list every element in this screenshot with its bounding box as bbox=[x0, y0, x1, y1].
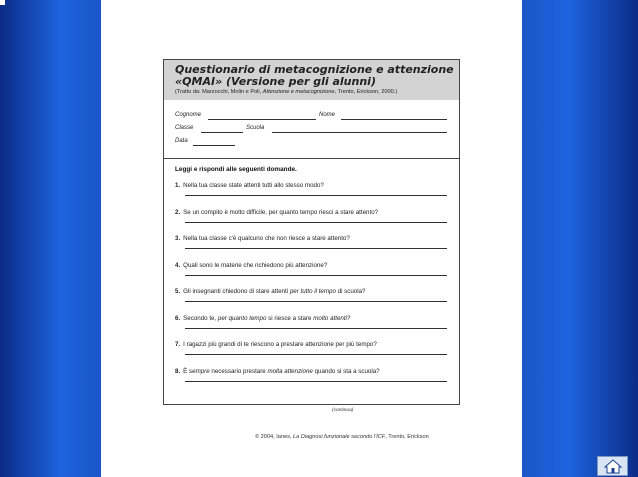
question-item bbox=[175, 341, 455, 368]
header-band bbox=[164, 60, 459, 100]
question-body: Quali sono le materie che richiedono più attenzione? bbox=[183, 261, 328, 269]
continua-note: (continua) bbox=[332, 408, 354, 413]
question-emphasis: per tutto il tempo bbox=[289, 288, 336, 295]
question-body: Nella tua classe c'è qualcuno che non riesce a stare attento? bbox=[183, 235, 350, 242]
classe-field[interactable] bbox=[201, 132, 243, 133]
question-item bbox=[175, 315, 455, 342]
student-info-fields bbox=[175, 110, 460, 149]
answer-line[interactable] bbox=[185, 222, 447, 223]
answer-line[interactable] bbox=[185, 328, 447, 329]
slide-content bbox=[101, 0, 522, 477]
question-number: 7. bbox=[175, 341, 181, 348]
cognome-label: Cognome bbox=[175, 112, 202, 118]
question-text bbox=[175, 235, 350, 242]
question-item bbox=[175, 209, 455, 236]
answer-line[interactable] bbox=[185, 301, 447, 302]
background-left bbox=[0, 0, 101, 477]
question-item bbox=[175, 288, 455, 315]
source-book-title: Attenzione e metacognizione bbox=[262, 89, 335, 95]
copyright-suffix: , Trento, Erickson bbox=[385, 434, 429, 440]
section-divider bbox=[164, 158, 459, 159]
answer-line[interactable] bbox=[185, 354, 447, 355]
question-number: 5. bbox=[175, 288, 181, 295]
questionnaire-title bbox=[175, 64, 455, 88]
question-text bbox=[175, 262, 327, 269]
question-emphasis: sempre bbox=[189, 367, 210, 375]
source-suffix: , Trento, Erickson, 2000.) bbox=[334, 89, 398, 95]
question-text bbox=[175, 368, 380, 375]
question-body-end: quando si sta a scuola? bbox=[312, 367, 380, 375]
title-line-2: «QMAI» (Versione per gli alunni) bbox=[175, 75, 376, 88]
nome-field[interactable] bbox=[341, 119, 447, 120]
field-row-data bbox=[175, 136, 460, 149]
question-body: Se un compito è molto difficile, per quanto tempo riesci a stare attento? bbox=[183, 208, 379, 216]
data-label: Data bbox=[175, 138, 188, 144]
questions-list bbox=[175, 182, 455, 394]
question-item bbox=[175, 235, 455, 262]
source-citation bbox=[175, 89, 460, 95]
source-prefix: (Tratto da: Marzocchi, Molin e Poli, bbox=[175, 89, 263, 95]
scuola-label: Scuola bbox=[246, 125, 265, 131]
answer-line[interactable] bbox=[185, 381, 447, 382]
home-icon bbox=[604, 459, 622, 474]
question-body: Secondo te, bbox=[183, 314, 218, 322]
question-body-middle: necessario prestare bbox=[209, 367, 268, 375]
question-item bbox=[175, 182, 455, 209]
question-number: 4. bbox=[175, 261, 181, 269]
question-text bbox=[175, 182, 324, 189]
question-item bbox=[175, 368, 455, 395]
question-text bbox=[175, 209, 378, 216]
question-number: 2. bbox=[175, 208, 181, 216]
classe-label: Classe bbox=[175, 125, 194, 131]
nome-label: Nome bbox=[319, 112, 336, 118]
question-text bbox=[175, 288, 366, 295]
question-item bbox=[175, 262, 455, 289]
questionnaire-sheet bbox=[163, 59, 460, 405]
question-text bbox=[175, 315, 350, 322]
question-body: Gli insegnanti chiedono di stare attenti bbox=[183, 288, 290, 295]
questions-intro: Leggi e rispondi alle seguenti domande. bbox=[175, 166, 297, 173]
home-button[interactable] bbox=[597, 456, 628, 476]
cognome-field[interactable] bbox=[208, 119, 316, 120]
answer-line[interactable] bbox=[185, 275, 447, 276]
data-field[interactable] bbox=[193, 145, 235, 146]
question-number: 6. bbox=[175, 314, 181, 322]
question-body: Nella tua classe state attenti tutti allo stesso modo? bbox=[183, 182, 324, 189]
field-row-cognome-nome bbox=[175, 110, 460, 123]
field-row-classe-scuola bbox=[175, 123, 460, 136]
question-emphasis: per quanto tempo bbox=[217, 314, 267, 322]
background-right bbox=[522, 0, 638, 477]
question-body-end: di scuola? bbox=[335, 288, 366, 295]
answer-line[interactable] bbox=[185, 248, 447, 249]
scuola-field[interactable] bbox=[272, 132, 447, 133]
copyright-prefix: © 2004, Ianes, bbox=[255, 434, 294, 440]
question-body: È bbox=[183, 367, 190, 375]
question-body: I ragazzi più grandi di te riescono a prestare attenzione per più tempo? bbox=[183, 341, 377, 348]
copyright-book-title: La Diagnosi funzionale secondo l'ICF bbox=[293, 434, 386, 440]
question-number: 3. bbox=[175, 235, 181, 242]
copyright-line bbox=[255, 434, 429, 440]
question-number: 8. bbox=[175, 367, 181, 375]
question-emphasis-2: molto attenti? bbox=[313, 314, 351, 322]
title-line-1: Questionario di metacognizione e attenzione bbox=[175, 63, 454, 76]
question-emphasis-2: molta attenzione bbox=[267, 367, 313, 375]
answer-line[interactable] bbox=[185, 195, 447, 196]
question-body-middle: si riesce a stare bbox=[266, 314, 314, 322]
corner-mark bbox=[0, 0, 5, 5]
question-number: 1. bbox=[175, 182, 181, 189]
question-text bbox=[175, 341, 377, 348]
